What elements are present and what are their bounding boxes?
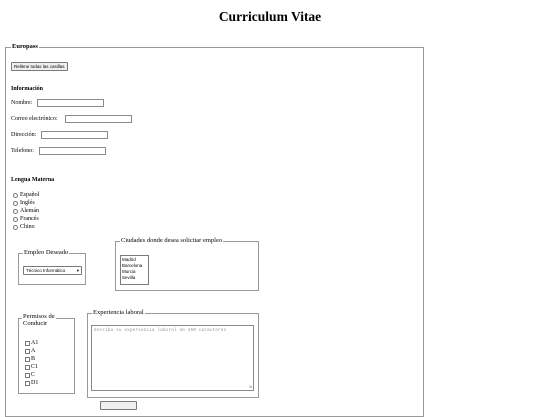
permiso-label: C — [31, 372, 36, 378]
direccion-input[interactable] — [41, 131, 108, 139]
checkbox-c[interactable] — [25, 373, 30, 378]
checkbox-c1[interactable] — [25, 365, 30, 370]
empleo-select[interactable] — [23, 266, 82, 275]
ciudades-listbox[interactable] — [120, 255, 149, 285]
permisos-legend-line2: Conducir — [23, 320, 48, 327]
radio-aleman[interactable] — [13, 209, 18, 214]
experiencia-legend: Experiencia laboral — [93, 309, 144, 316]
language-label: Español — [20, 192, 40, 198]
info-heading: Información — [11, 86, 43, 92]
empleo-selected: Técnico Informático — [26, 268, 66, 273]
radio-frances[interactable] — [13, 217, 18, 222]
submit-button[interactable] — [100, 401, 137, 410]
language-label: Chino — [20, 224, 35, 230]
ciudad-option[interactable]: Madrid — [122, 257, 136, 262]
permiso-label: A — [31, 348, 36, 354]
ciudad-option[interactable]: Barcelona — [122, 263, 143, 268]
correo-input[interactable] — [65, 115, 132, 123]
lengua-heading: Lengua Materna — [11, 177, 55, 183]
radio-espanol[interactable] — [13, 193, 18, 198]
radio-chino[interactable] — [13, 225, 18, 230]
checkbox-b[interactable] — [25, 357, 30, 362]
resize-handle-icon[interactable]: ⇲ — [248, 384, 252, 390]
permiso-label: B — [31, 356, 36, 362]
ciudad-option[interactable]: Sevilla — [122, 275, 136, 280]
europass-legend: Europass — [12, 43, 38, 50]
telefono-label: Telefono: — [11, 148, 34, 154]
page-title: Curriculum Vitae — [218, 9, 322, 24]
language-label: Francés — [20, 216, 39, 222]
nombre-label: Nombre: — [11, 100, 33, 106]
language-label: Inglés — [20, 200, 35, 206]
checkbox-a[interactable] — [25, 349, 30, 354]
radio-ingles[interactable] — [13, 201, 18, 206]
permiso-label: D1 — [31, 380, 39, 386]
permiso-label: A1 — [31, 340, 39, 346]
checkbox-d1[interactable] — [25, 381, 30, 386]
telefono-input[interactable] — [39, 147, 106, 155]
permiso-label: C1 — [31, 364, 39, 370]
direccion-label: Dirección: — [11, 132, 37, 138]
correo-label: Correo electrónico: — [11, 116, 58, 122]
nombre-input[interactable] — [37, 99, 104, 107]
experiencia-textarea[interactable] — [91, 325, 254, 391]
language-label: Alemán — [20, 208, 39, 214]
checkbox-a1[interactable] — [25, 341, 30, 346]
fill-all-button[interactable]: Rellene todas las casillas — [11, 62, 68, 71]
chevron-down-icon: ▾ — [76, 268, 79, 273]
ciudades-legend: Ciudades donde desea solicitar empleo — [121, 237, 223, 244]
experiencia-placeholder: Escriba su experiencia laboral de 450 caracteres — [94, 328, 227, 333]
ciudad-option[interactable]: Murcia — [122, 269, 136, 274]
permisos-legend — [22, 313, 56, 327]
permisos-legend-line1: Permisos de — [23, 313, 55, 320]
empleo-legend: Empleo Deseado — [24, 249, 69, 256]
